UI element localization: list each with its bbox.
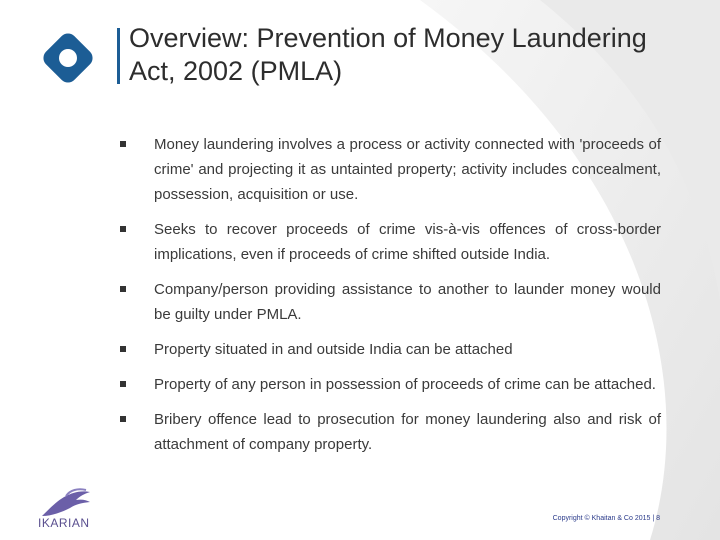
bullet-square-icon: [120, 286, 126, 292]
bullet-square-icon: [120, 416, 126, 422]
bullet-square-icon: [120, 346, 126, 352]
bullet-square-icon: [120, 226, 126, 232]
bullet-item: [120, 132, 661, 207]
bullet-list: [120, 132, 661, 467]
brand-name: IKARIAN: [38, 516, 90, 530]
title-divider: [117, 28, 120, 84]
bullet-square-icon: [120, 141, 126, 147]
ikarian-bird-logo-icon: [36, 486, 98, 520]
bullet-item: [120, 277, 661, 327]
footer-copyright: Copyright © Khaitan & Co 2015 | 8: [552, 515, 660, 522]
slide-title: Overview: Prevention of Money Laundering Act, 2002 (PMLA): [129, 23, 647, 86]
company-logo-icon: [38, 28, 98, 88]
bullet-text: Bribery offence lead to prosecution for money laundering also and risk of attachment of company property.: [154, 411, 661, 453]
bullet-text: Property situated in and outside India can be attached: [154, 341, 513, 358]
bullet-text: Seeks to recover proceeds of crime vis-à-vis offences of cross-border implications, even if proceeds of crime shifted outside India.: [154, 221, 661, 263]
bullet-item: [120, 217, 661, 267]
bullet-square-icon: [120, 381, 126, 387]
bullet-text: Money laundering involves a process or activity connected with 'proceeds of crime' and projecting it as untainted property; activity includes concealment, possession, acquisition or use.: [154, 136, 661, 203]
bullet-text: Company/person providing assistance to another to launder money would be guilty under PMLA.: [154, 281, 661, 323]
bullet-item: [120, 372, 661, 397]
bullet-item: [120, 337, 661, 362]
bullet-text: Property of any person in possession of proceeds of crime can be attached.: [154, 376, 656, 393]
bullet-item: [120, 407, 661, 457]
